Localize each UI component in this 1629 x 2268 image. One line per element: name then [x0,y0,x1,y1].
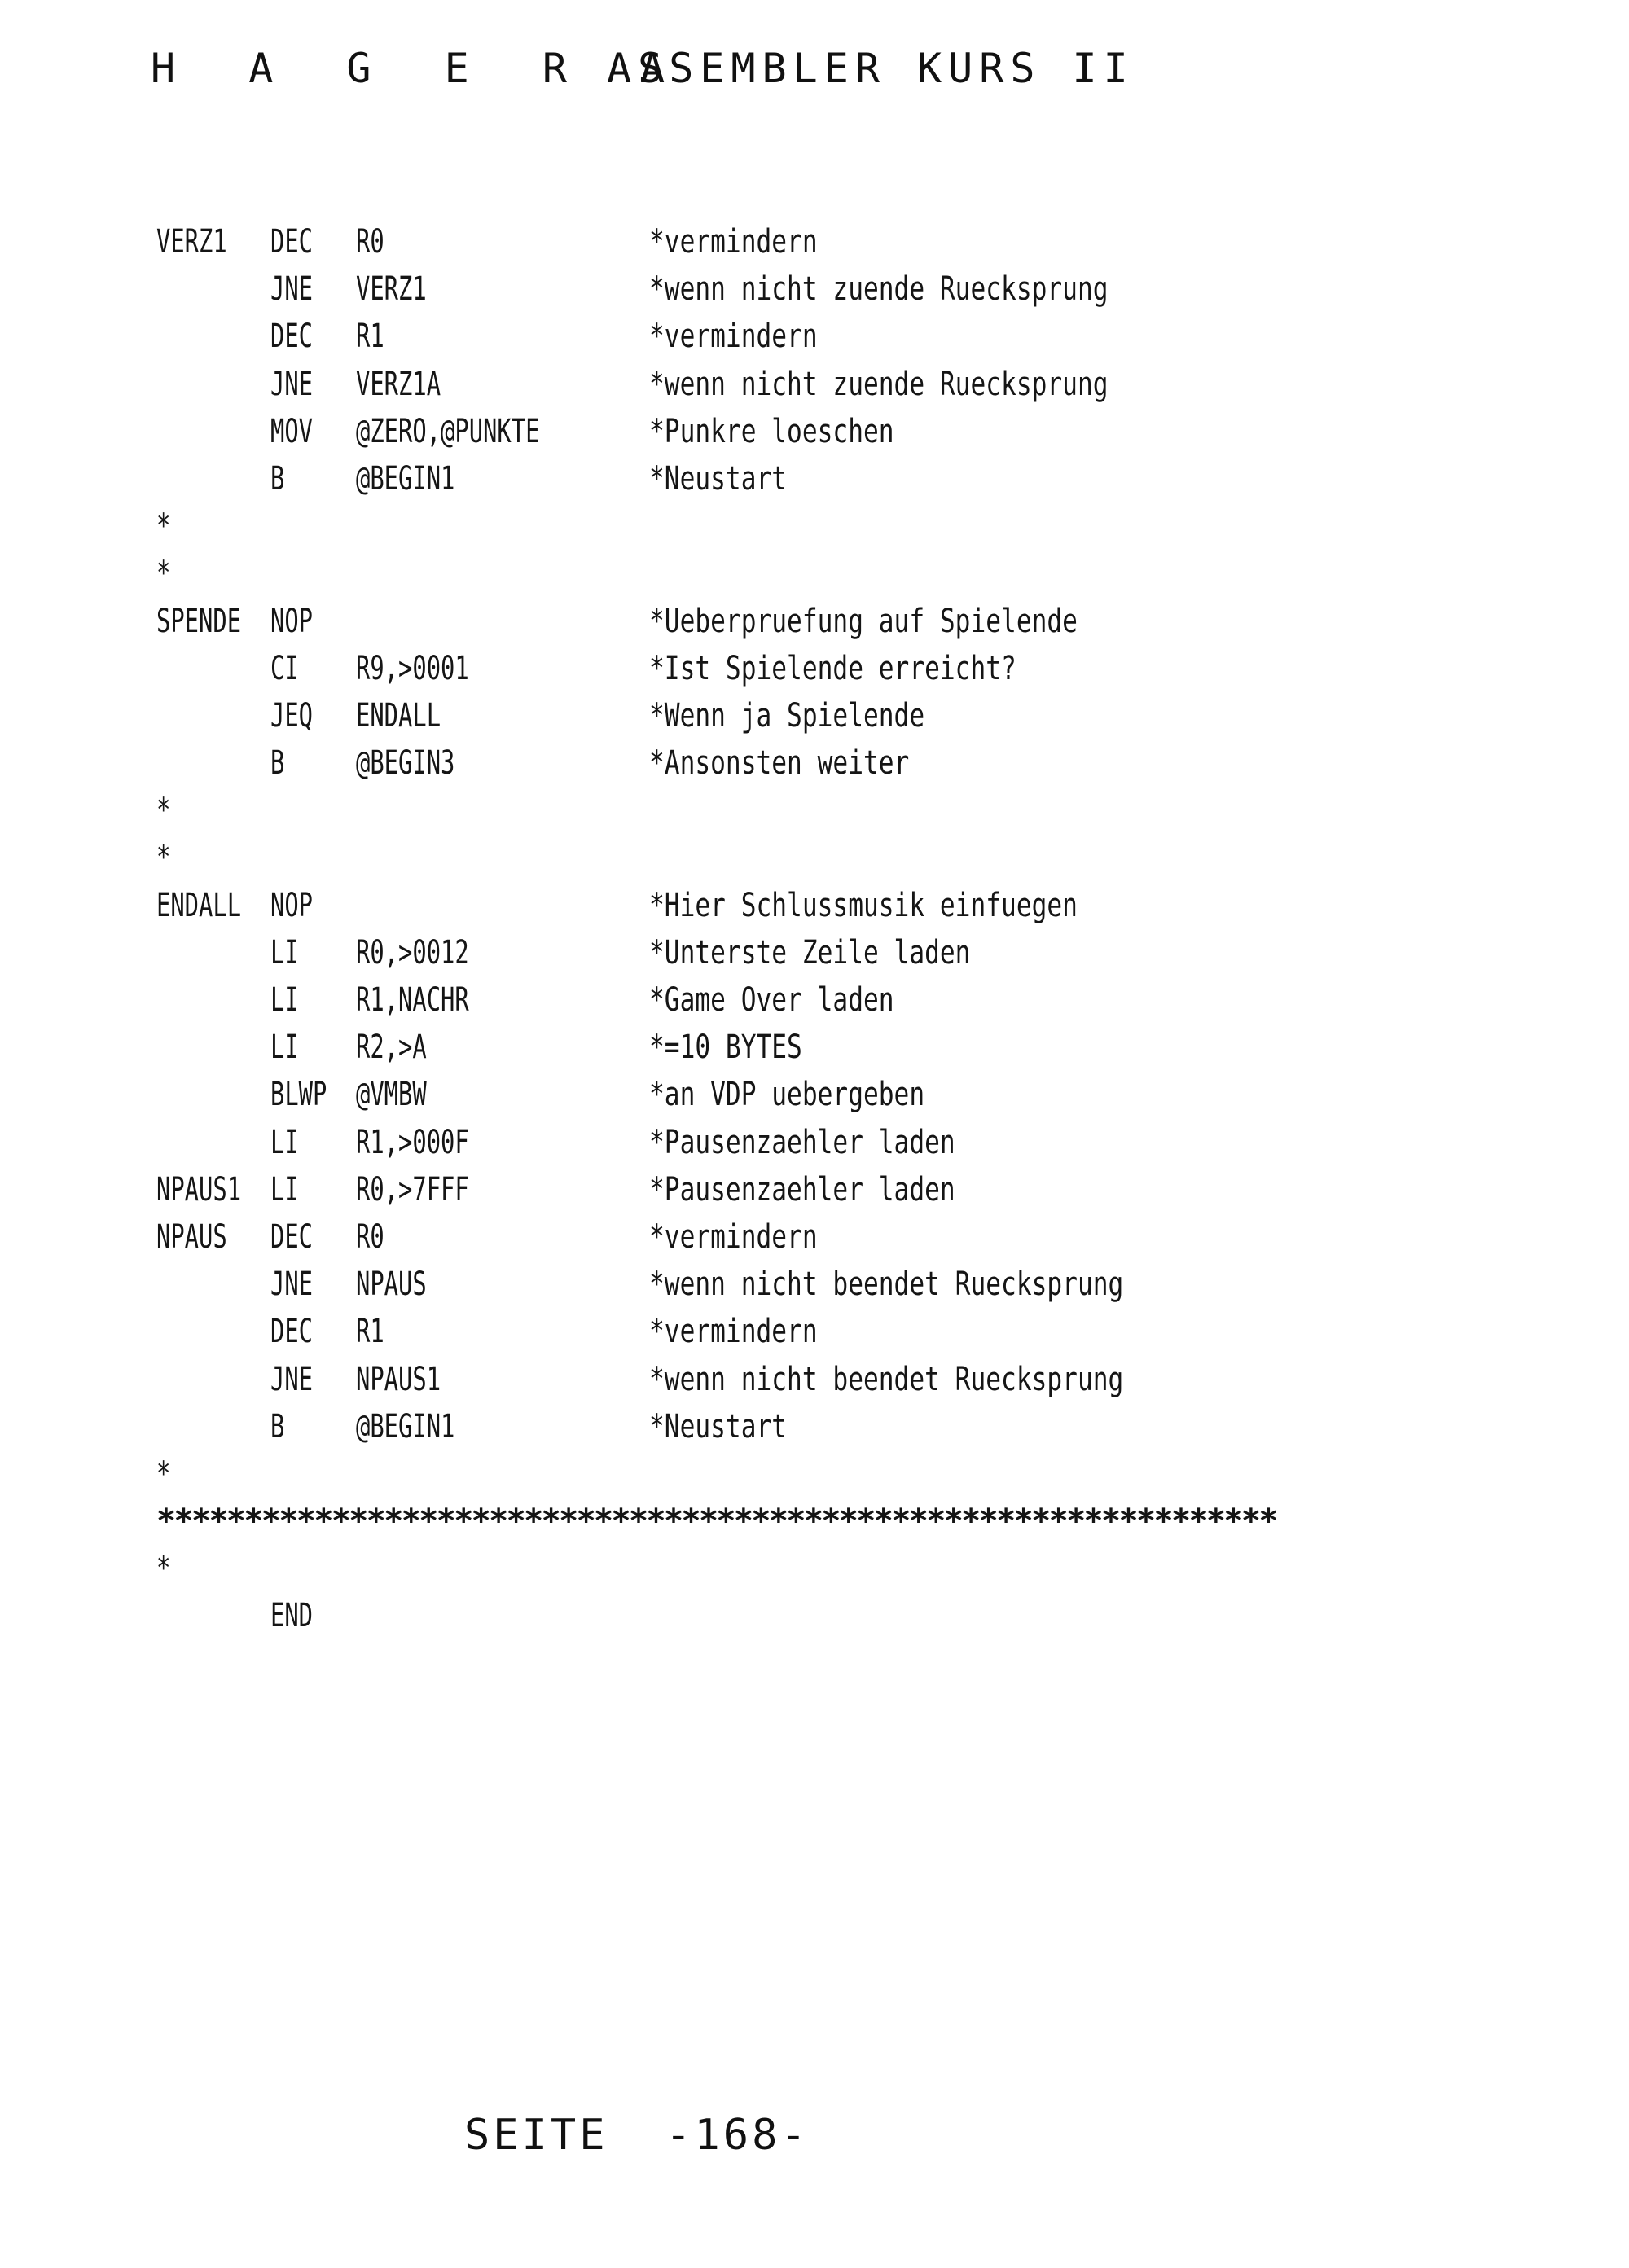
code-label: VERZ1 [156,223,227,261]
code-line [156,645,1557,692]
code-operand: VERZ1A [356,365,441,403]
code-operand: R1 [356,1313,384,1351]
code-line [156,1119,1557,1166]
code-line [156,313,1557,360]
code-comment: *vermindern [649,1217,818,1256]
page-header [151,45,1535,102]
code-comment: *Punkre loeschen [649,412,894,450]
code-opcode: DEC [270,1217,314,1256]
code-line [156,598,1557,645]
code-opcode: LI [270,1029,299,1067]
course-title: ASSEMBLER KURS II [607,45,1135,92]
code-line [156,787,1557,834]
code-line [156,455,1557,502]
code-operand: @BEGIN1 [356,1407,455,1445]
code-comment: *wenn nicht zuende Ruecksprung [649,365,1109,403]
code-label: * [156,792,171,830]
code-operand: R1 [356,318,384,356]
code-opcode: LI [270,1123,299,1161]
code-line [156,1071,1557,1118]
code-operand: ENDALL [356,696,441,735]
code-line [156,692,1557,739]
code-label: NPAUS [156,1217,227,1256]
code-comment: *Neustart [649,459,788,498]
code-comment: *Hier Schlussmusik einfuegen [649,886,1078,924]
code-line [156,976,1557,1024]
code-operand: R1,NACHR [356,981,469,1019]
brand-title: H A G E R A [151,45,690,92]
code-line [156,265,1557,313]
code-opcode: MOV [270,412,314,450]
code-opcode: NOP [270,602,314,640]
code-line [156,1166,1557,1213]
code-line [156,1213,1557,1261]
code-opcode: LI [270,933,299,972]
code-operand: R0,>7FFF [356,1170,469,1209]
code-opcode: END [270,1597,314,1635]
code-line [156,1450,1557,1498]
code-opcode: CI [270,649,299,687]
code-comment: *wenn nicht beendet Ruecksprung [649,1266,1124,1304]
code-comment: *Wenn ja Spielende [649,696,925,735]
code-line [156,739,1557,787]
code-line [156,502,1557,550]
code-operand: @BEGIN1 [356,459,455,498]
code-label: SPENDE [156,602,242,640]
code-label: NPAUS1 [156,1170,242,1209]
code-comment: *Ist Spielende erreicht? [649,649,1016,687]
code-comment: *Neustart [649,1407,788,1445]
code-line [156,361,1557,408]
code-line [156,1024,1557,1071]
code-operand: NPAUS [356,1266,427,1304]
code-comment: *Ansonsten weiter [649,744,910,783]
code-operand: VERZ1 [356,270,427,309]
code-comment: *wenn nicht beendet Ruecksprung [649,1360,1124,1398]
assembler-listing [156,218,1557,1640]
code-line [156,1498,1557,1545]
code-comment: *vermindern [649,223,818,261]
code-operand: R2,>A [356,1029,427,1067]
code-operand: @VMBW [356,1076,427,1114]
code-line [156,929,1557,976]
code-opcode: BLWP [270,1076,327,1114]
code-operand: NPAUS1 [356,1360,441,1398]
code-comment: *Unterste Zeile laden [649,933,971,972]
code-operand: R0 [356,223,384,261]
code-label: * [156,1454,171,1493]
code-opcode: DEC [270,318,314,356]
code-opcode: JNE [270,1266,314,1304]
code-comment: *wenn nicht zuende Ruecksprung [649,270,1109,309]
code-line [156,550,1557,597]
code-comment: *Game Over laden [649,981,894,1019]
code-opcode: NOP [270,886,314,924]
code-line [156,1261,1557,1308]
separator-line: **************************************************************** [156,1502,1276,1541]
code-opcode: JEQ [270,696,314,735]
code-operand: R1,>000F [356,1123,469,1161]
code-opcode: DEC [270,223,314,261]
code-comment: *Ueberpruefung auf Spielende [649,602,1078,640]
code-comment: *vermindern [649,318,818,356]
code-opcode: LI [270,1170,299,1209]
code-line [156,218,1557,265]
code-operand: R0 [356,1217,384,1256]
code-line [156,408,1557,455]
code-operand: @BEGIN3 [356,744,455,783]
code-line [156,1403,1557,1450]
code-line [156,1545,1557,1592]
code-opcode: B [270,744,285,783]
code-opcode: JNE [270,1360,314,1398]
code-operand: R0,>0012 [356,933,469,972]
code-label: * [156,555,171,593]
code-operand: @ZERO,@PUNKTE [356,412,540,450]
code-line [156,882,1557,929]
code-comment: *an VDP uebergeben [649,1076,925,1114]
code-label: * [156,839,171,877]
code-label: ENDALL [156,886,242,924]
page-number: SEITE -168- [464,2111,810,2160]
code-line [156,1308,1557,1355]
code-comment: *Pausenzaehler laden [649,1123,955,1161]
code-opcode: B [270,459,285,498]
code-line [156,1356,1557,1403]
code-comment: *vermindern [649,1313,818,1351]
code-opcode: B [270,1407,285,1445]
code-opcode: DEC [270,1313,314,1351]
code-comment: *=10 BYTES [649,1029,802,1067]
code-label: * [156,507,171,546]
code-operand: R9,>0001 [356,649,469,687]
code-label: * [156,1550,171,1588]
code-line [156,834,1557,881]
code-opcode: LI [270,981,299,1019]
code-line [156,1592,1557,1639]
code-opcode: JNE [270,270,314,309]
code-opcode: JNE [270,365,314,403]
code-comment: *Pausenzaehler laden [649,1170,955,1209]
